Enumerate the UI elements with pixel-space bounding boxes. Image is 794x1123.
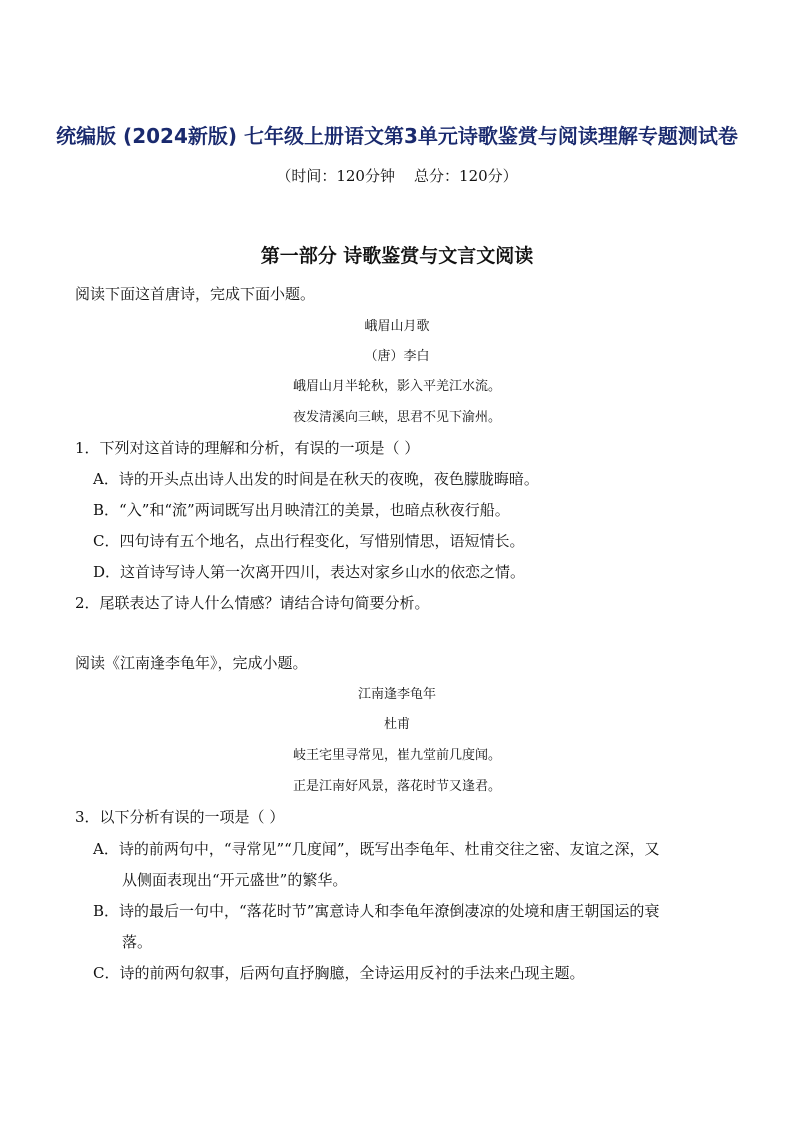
question-3-option-b-line-2: 落。 xyxy=(122,933,153,951)
question-3-option-a-line-1: A．诗的前两句中，“寻常见”“几度闻”，既写出李龟年、杜甫交往之密、友谊之深，又 xyxy=(93,840,660,858)
poem2-line-1: 岐王宅里寻常见，崔九堂前几度闻。 xyxy=(292,748,501,763)
question-1-stem: 1．下列对这首诗的理解和分析，有误的一项是（ ） xyxy=(75,439,420,457)
question-3-option-c: C．诗的前两句叙事，后两句直抒胸臆，全诗运用反衬的手法来凸现主题。 xyxy=(93,964,585,982)
question-2-stem: 2．尾联表达了诗人什么情感？请结合诗句简要分析。 xyxy=(75,594,430,612)
document-subtitle: （时间：120分钟 总分：120分） xyxy=(276,167,518,185)
question-1-option-a: A．诗的开头点出诗人出发的时间是在秋天的夜晚，夜色朦胧晦暗。 xyxy=(93,470,539,488)
poem1-author: （唐）李白 xyxy=(364,349,430,364)
question-1-option-d: D．这首诗写诗人第一次离开四川，表达对家乡山水的依恋之情。 xyxy=(93,563,526,581)
section-title: 第一部分 诗歌鉴赏与文言文阅读 xyxy=(260,245,534,267)
question-3-stem: 3．以下分析有误的一项是（ ） xyxy=(75,808,285,826)
question-3-option-a-line-2: 从侧面表现出“开元盛世”的繁华。 xyxy=(122,871,348,889)
poem2-line-2: 正是江南好风景，落花时节又逢君。 xyxy=(292,779,501,794)
document-title: 统编版 (2024新版) 七年级上册语文第3单元诗歌鉴赏与阅读理解专题测试卷 xyxy=(56,124,738,148)
poem1-line-2: 夜发清溪向三峡，思君不见下渝州。 xyxy=(292,410,501,425)
question-1-option-b: B．“入”和“流”两词既写出月映清江的美景，也暗点秋夜行船。 xyxy=(93,501,510,519)
poem1-line-1: 峨眉山月半轮秋，影入平羌江水流。 xyxy=(292,379,501,394)
reading2-intro: 阅读《江南逢李龟年》，完成小题。 xyxy=(75,654,308,672)
poem2-author: 杜甫 xyxy=(383,717,410,732)
poem1-title: 峨眉山月歌 xyxy=(364,319,430,334)
question-3-option-b-line-1: B．诗的最后一句中，“落花时节”寓意诗人和李龟年潦倒凄凉的处境和唐王朝国运的衰 xyxy=(93,902,660,920)
reading1-intro: 阅读下面这首唐诗，完成下面小题。 xyxy=(75,285,316,303)
poem2-title: 江南逢李龟年 xyxy=(357,687,436,702)
question-1-option-c: C．四句诗有五个地名，点出行程变化，写惜别情思，语短情长。 xyxy=(93,532,525,550)
